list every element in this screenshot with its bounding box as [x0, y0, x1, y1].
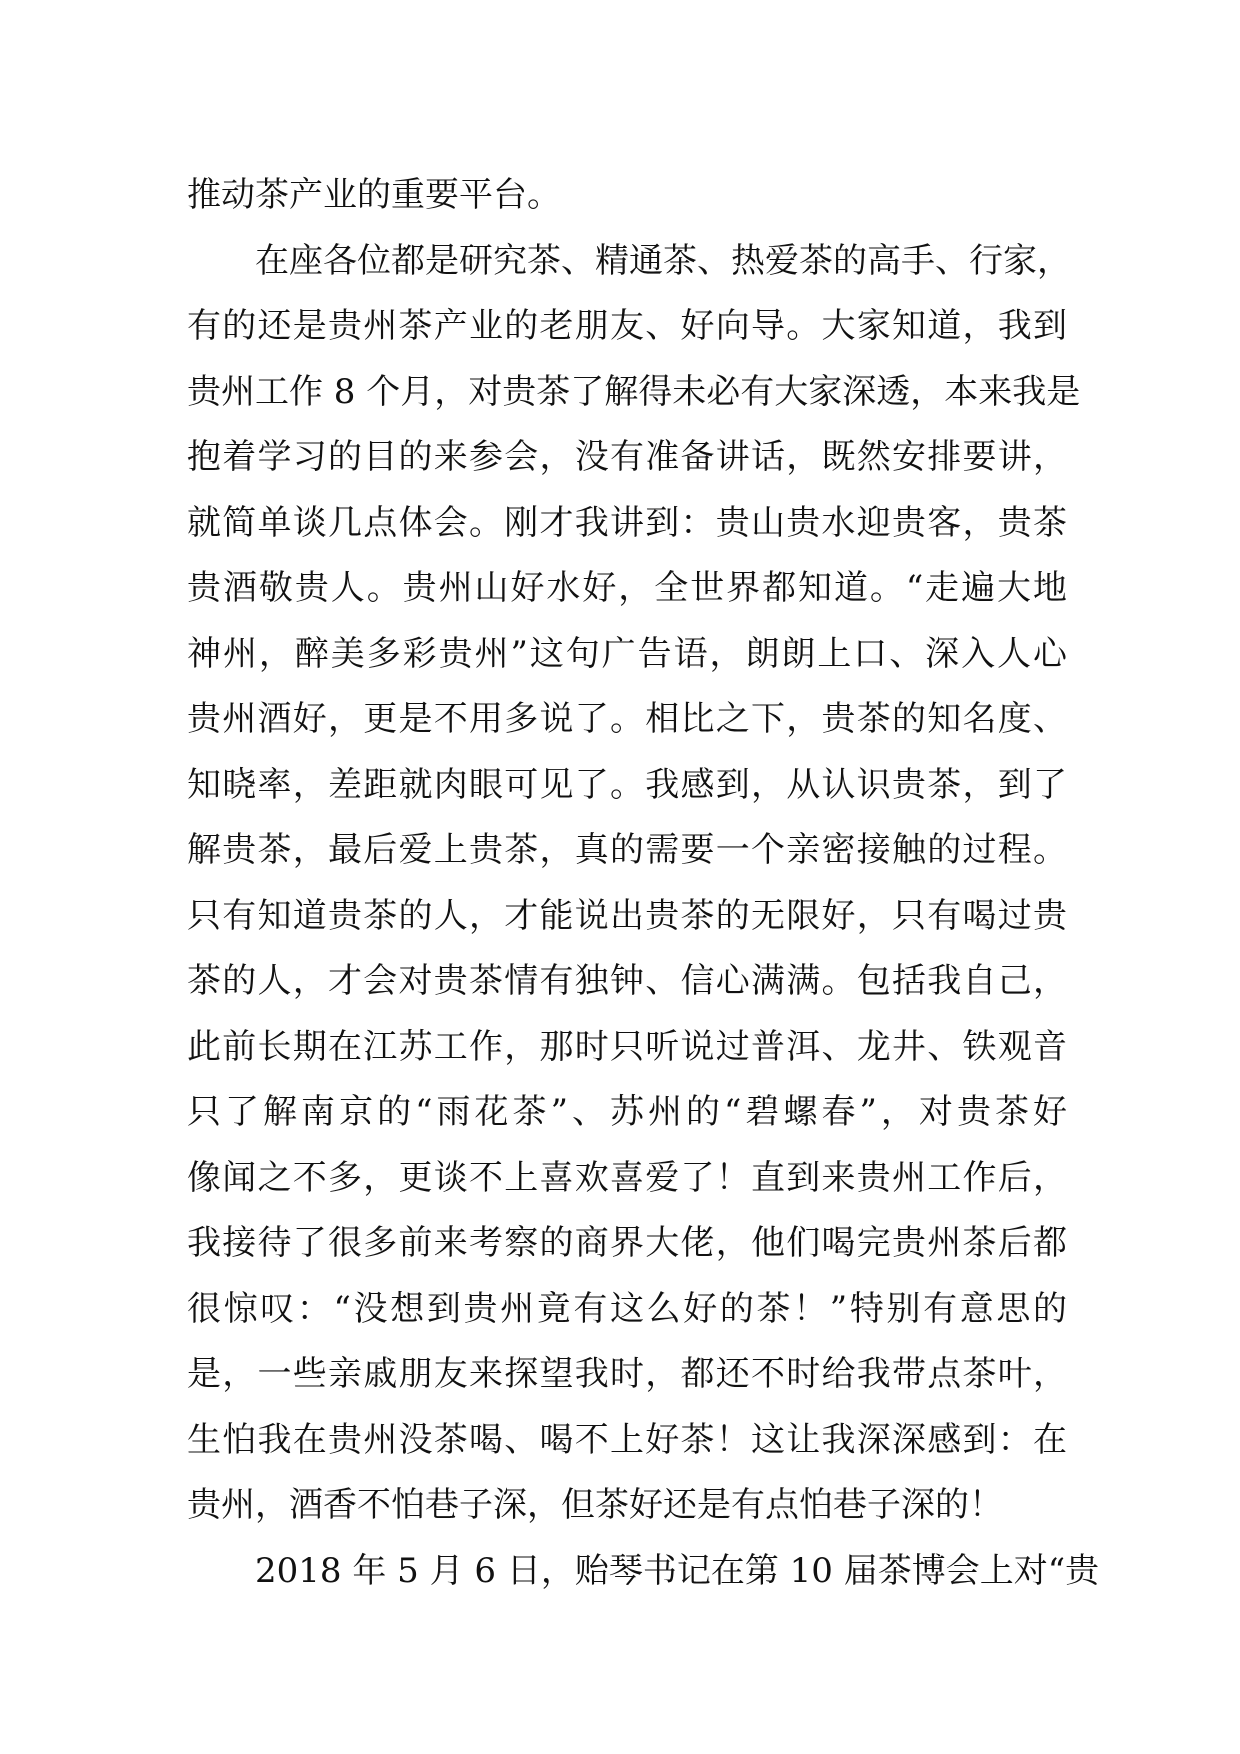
- paragraph-line: 有的还是贵州茶产业的老朋友、好向导。大家知道，我到: [187, 306, 1067, 346]
- paragraph-line: 贵州工作 8 个月，对贵茶了解得未必有大家深透，本来我是: [187, 371, 1081, 412]
- document-body: [187, 163, 1100, 1604]
- paragraph-line: 2018 年 5 月 6 日，贻琴书记在第 10 届茶博会上对“贵: [255, 1550, 1100, 1591]
- paragraph-line: 是，一些亲戚朋友来探望我时，都还不时给我带点茶叶，: [187, 1354, 1067, 1394]
- paragraph-line: 抱着学习的目的来参会，没有准备讲话，既然安排要讲，: [187, 437, 1067, 477]
- paragraph-line: 像闻之不多，更谈不上喜欢喜爱了！直到来贵州工作后，: [187, 1157, 1067, 1198]
- paragraph-line: 推动茶产业的重要平台。: [187, 175, 561, 215]
- paragraph-line: 只了解南京的“雨花茶”、苏州的“碧螺春”，对贵茶好: [187, 1092, 1067, 1132]
- paragraph-line: 贵酒敬贵人。贵州山好水好，全世界都知道。“走遍大地: [187, 568, 1067, 608]
- paragraph-line: 贵州酒好，更是不用多说了。相比之下，贵茶的知名度、: [187, 699, 1067, 739]
- paragraph-line: 贵州，酒香不怕巷子深，但茶好还是有点怕巷子深的！: [187, 1485, 1003, 1525]
- paragraph-line: 我接待了很多前来考察的商界大佬，他们喝完贵州茶后都: [187, 1223, 1067, 1263]
- paragraph-line: 生怕我在贵州没茶喝、喝不上好茶！这让我深深感到：在: [187, 1419, 1067, 1460]
- paragraph-line: 神州，醉美多彩贵州”这句广告语，朗朗上口、深入人心: [187, 633, 1067, 674]
- paragraph-line: 此前长期在江苏工作，那时只听说过普洱、龙井、铁观音: [187, 1026, 1067, 1067]
- paragraph-line: 在座各位都是研究茶、精通茶、热爱茶的高手、行家，: [255, 240, 1071, 281]
- paragraph-line: 知晓率，差距就肉眼可见了。我感到，从认识贵茶，到了: [187, 764, 1067, 805]
- paragraph-line: 解贵茶，最后爱上贵茶，真的需要一个亲密接触的过程。: [187, 830, 1067, 870]
- paragraph-line: 茶的人，才会对贵茶情有独钟、信心满满。包括我自己，: [187, 961, 1067, 1001]
- paragraph-line: 只有知道贵茶的人，才能说出贵茶的无限好，只有喝过贵: [187, 895, 1067, 936]
- paragraph-line: 就简单谈几点体会。刚才我讲到：贵山贵水迎贵客，贵茶: [187, 502, 1067, 543]
- paragraph-line: 很惊叹：“没想到贵州竟有这么好的茶！”特别有意思的: [187, 1288, 1067, 1329]
